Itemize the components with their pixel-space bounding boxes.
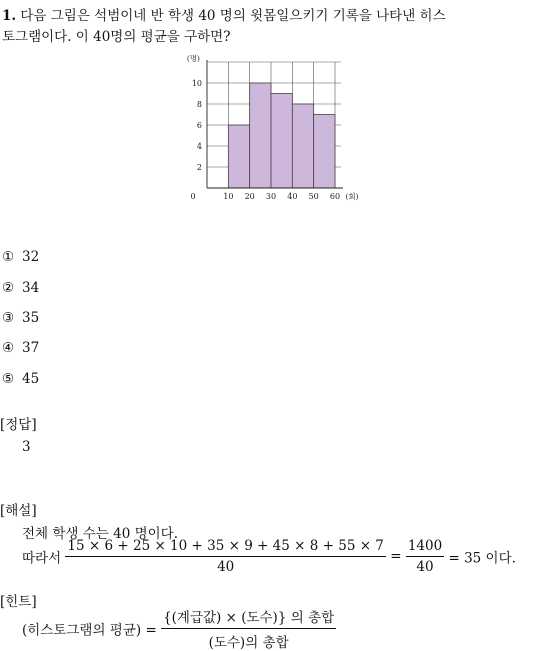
- hint-denominator: (도수)의 총합: [208, 635, 289, 651]
- question-number: 1.: [2, 8, 17, 24]
- x-tick-label: 0: [190, 192, 196, 201]
- choice-5[interactable]: [2, 371, 39, 387]
- choice-2-mark: ②: [2, 280, 15, 296]
- x-tick-label: 60: [329, 192, 341, 201]
- answer-value: 3: [22, 439, 31, 455]
- explanation-fraction-1: [65, 538, 385, 575]
- y-unit-label: (명): [186, 54, 200, 63]
- y-tick-label: 4: [196, 142, 202, 151]
- y-tick-label: 8: [196, 100, 202, 109]
- question-text-1: 다음 그림은 석범이네 반 학생 40 명의 윗몸일으키기 기록을 나타낸 히스: [20, 8, 446, 24]
- choice-3-mark: ③: [2, 310, 15, 326]
- choice-2-value: 34: [22, 280, 40, 296]
- histogram-bar: [250, 83, 271, 188]
- y-tick-label: 6: [196, 121, 202, 130]
- choice-3[interactable]: [2, 310, 39, 326]
- choice-5-mark: ⑤: [2, 371, 15, 387]
- explanation-prefix: 따라서: [22, 550, 62, 567]
- explanation-line-1: 전체 학생 수는 40 명이다.: [22, 526, 179, 542]
- hint-fraction: [161, 606, 336, 651]
- explanation-denominator: 40: [217, 559, 235, 575]
- choice-2[interactable]: [2, 280, 39, 296]
- explanation-fraction-2-den: 40: [416, 559, 434, 575]
- x-tick-label: 10: [223, 192, 234, 201]
- histogram: [185, 52, 359, 212]
- histogram-bar: [292, 104, 313, 188]
- hint-numerator: {(계급값) × (도수)} 의 총합: [161, 606, 336, 629]
- choice-3-value: 35: [22, 310, 40, 326]
- x-tick-label: 40: [287, 192, 298, 201]
- explanation-result: = 35 이다.: [448, 550, 516, 567]
- choice-4-value: 37: [22, 340, 40, 356]
- x-tick-label: 20: [244, 192, 255, 201]
- hint-lhs: (히스토그램의 평균) =: [22, 622, 157, 639]
- explanation-fraction-2: [406, 538, 444, 575]
- explanation-label: [해설]: [0, 503, 37, 519]
- question-text-2: 토그램이다. 이 40명의 평균을 구하면?: [2, 29, 231, 45]
- choice-1-value: 32: [22, 249, 40, 265]
- histogram-svg: [185, 52, 359, 212]
- choice-1-mark: ①: [2, 249, 15, 265]
- question-line-1: [2, 4, 446, 24]
- answer-label: [정답]: [0, 417, 37, 433]
- x-tick-label: 30: [265, 192, 277, 201]
- hint-label: [힌트]: [0, 594, 37, 610]
- x-tick-label: 50: [308, 192, 319, 201]
- y-tick-label: 10: [191, 79, 202, 88]
- choice-4-mark: ④: [2, 340, 15, 356]
- histogram-bar: [228, 125, 249, 188]
- histogram-bar: [271, 94, 292, 189]
- explanation-equals: =: [390, 548, 402, 565]
- hint-formula: [22, 606, 336, 651]
- choice-4[interactable]: [2, 340, 39, 356]
- explanation-line-2: [22, 538, 516, 575]
- x-unit-label: (회): [345, 192, 359, 201]
- explanation-numerator: 15 × 6 + 25 × 10 + 35 × 9 + 45 × 8 + 55 × 7: [65, 538, 385, 557]
- histogram-bar: [314, 115, 335, 189]
- y-tick-label: 2: [196, 163, 202, 172]
- explanation-fraction-2-num: 1400: [406, 538, 444, 557]
- choice-1[interactable]: [2, 249, 39, 265]
- choice-5-value: 45: [22, 371, 40, 387]
